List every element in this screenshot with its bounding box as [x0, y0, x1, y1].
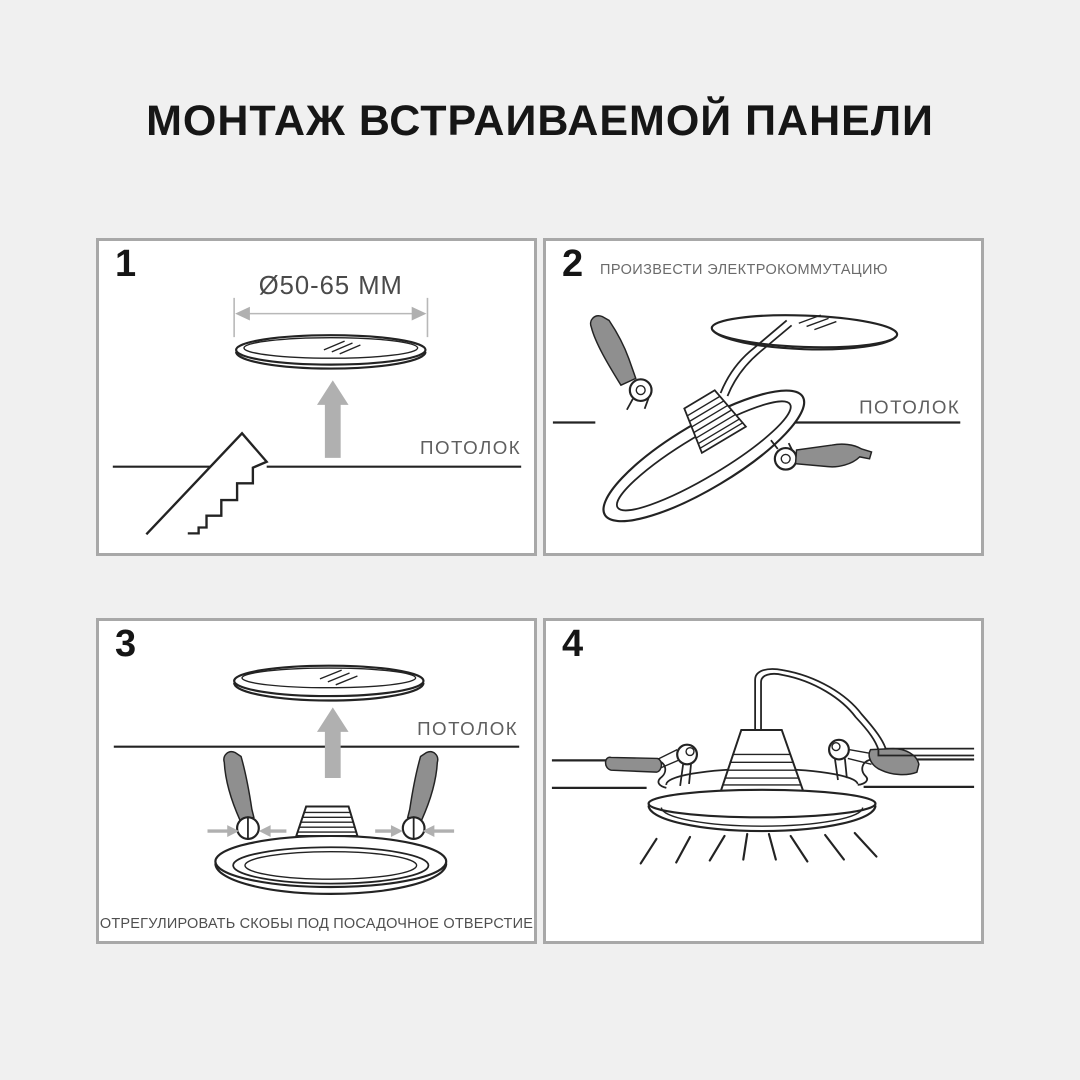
hole-diameter-label: Ø50-65 ММ: [258, 272, 403, 300]
step3-caption: ОТРЕГУЛИРОВАТЬ СКОБЫ ПОД ПОСАДОЧНОЕ ОТВЕРСТИЕ: [99, 916, 534, 932]
step-panel-4: [543, 618, 984, 944]
dimension-arrow-right: [412, 307, 427, 321]
step-panel-2: [543, 238, 984, 556]
saw-cutter: [146, 433, 266, 534]
step-number: 4: [562, 623, 584, 665]
step-number: 1: [115, 243, 137, 285]
spring-clip-right: [771, 440, 872, 469]
panel-ring: [215, 836, 446, 894]
ceiling-label: ПОТОЛОК: [859, 396, 961, 418]
up-arrow-icon: [317, 380, 349, 458]
step-panel-3: [96, 618, 537, 944]
panel-ring: [649, 790, 876, 831]
ceiling-label: ПОТОЛОК: [420, 436, 522, 458]
step1-illustration-cut-hole: [99, 241, 534, 553]
step2-caption: ПРОИЗВЕСТИ ЭЛЕКТРОКОММУТАЦИЮ: [600, 262, 888, 278]
driver-block: [296, 807, 357, 836]
step-number: 2: [562, 243, 584, 285]
step4-illustration-installed: [546, 621, 981, 941]
panel-disc: [236, 335, 425, 368]
up-arrow-icon: [317, 707, 349, 778]
dimension-annotation: [234, 272, 427, 337]
light-rays: [641, 833, 877, 863]
page-title: МОНТАЖ ВСТРАИВАЕМОЙ ПАНЕЛИ: [146, 97, 934, 145]
step-panel-1: [96, 238, 537, 556]
driver-block: [721, 730, 804, 792]
step-number: 3: [115, 623, 137, 665]
panel-disc: [234, 666, 423, 701]
step2-illustration-wiring: [546, 241, 981, 553]
ceiling-label: ПОТОЛОК: [417, 717, 519, 739]
spring-clip-left: [591, 316, 652, 410]
step3-illustration-adjust-clips: [99, 621, 534, 941]
steps-grid: [96, 238, 984, 944]
dimension-arrow-left: [235, 307, 250, 321]
spring-clip-right: [829, 740, 919, 780]
wire-loop: [755, 669, 974, 755]
panel-disc: [711, 311, 898, 352]
spring-clip-left: [606, 745, 697, 786]
